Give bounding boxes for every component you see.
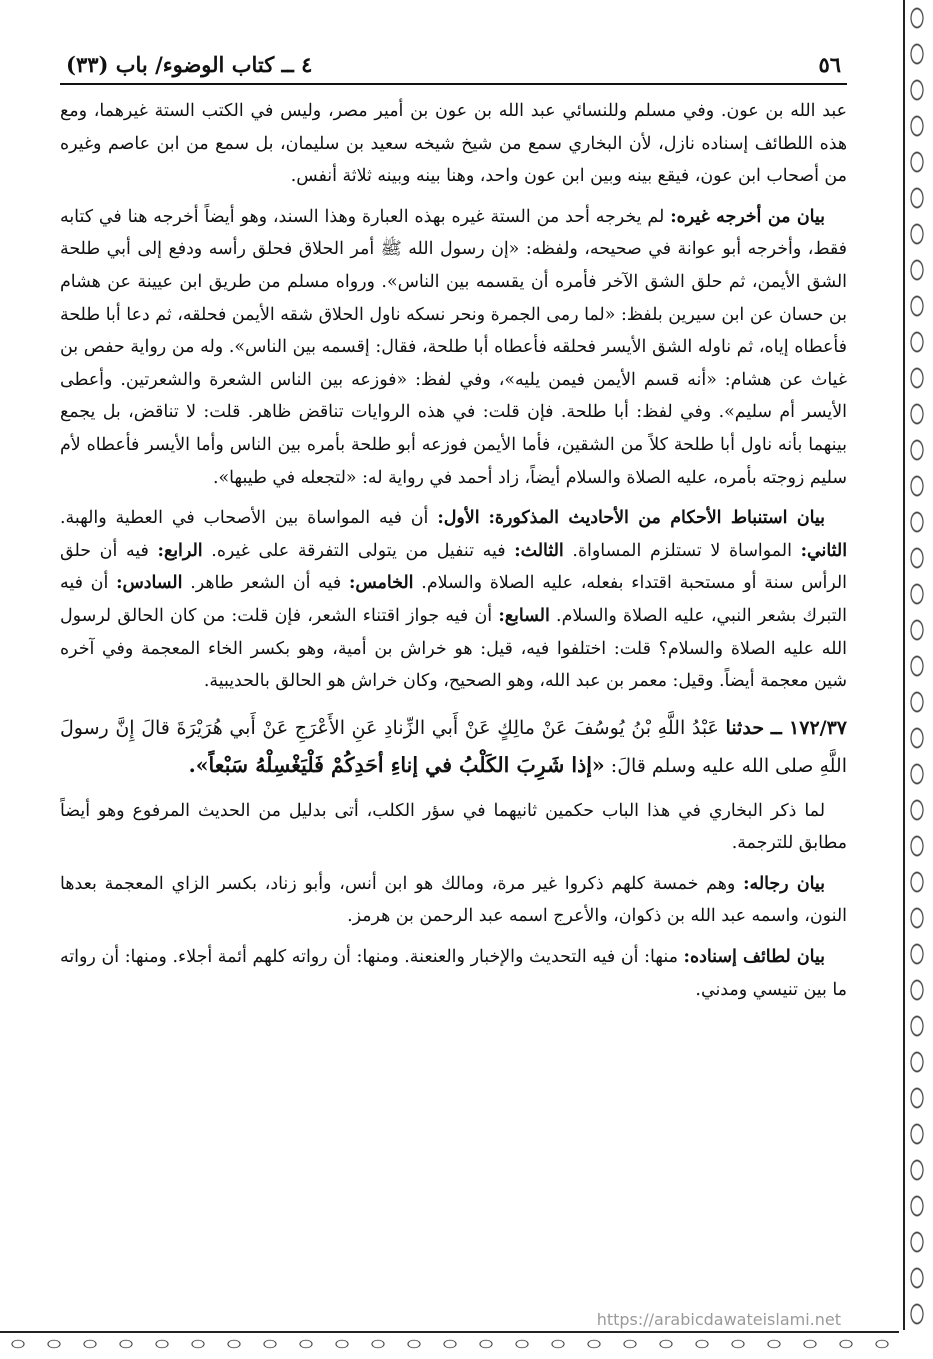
section-heading: بيان من أخرجه غيره: (670, 206, 825, 227)
paragraph-narrators (60, 868, 847, 933)
page-content (60, 52, 847, 1313)
section-heading: بيان استنباط الأحكام من الأحاديث المذكورة: (488, 508, 826, 529)
ruling-label: الثاني: (800, 540, 848, 561)
ruling-text: فيه تنفيل من يتولى التفرقة على غيره. (211, 540, 506, 561)
section-heading: بيان لطائف إسناده: (683, 947, 825, 968)
page-number: ٥٦ (818, 52, 841, 77)
ruling-label: الأول: (437, 508, 480, 529)
ruling-label: السادس: (116, 573, 183, 594)
paragraph-isnad-subtleties (60, 941, 847, 1006)
ornamental-border-bottom (0, 1331, 899, 1355)
watermark-url: https://arabicdawateislami.net (596, 1310, 841, 1329)
page-header (60, 52, 847, 85)
ruling-text: المواساة لا تستلزم المساواة. (572, 540, 792, 561)
ruling-label: الثالث: (514, 540, 564, 561)
hadith-matn: «إذا شَرِبَ الكَلْبُ في إناءِ أحَدِكُمْ فَلْيَغْسِلْهُ سَبْعاً». (188, 752, 605, 777)
running-title: ٤ ــ كتاب الوضوء/ باب (٣٣) (66, 52, 313, 77)
paragraph-isnad-notes: عبد الله بن عون. وفي مسلم وللنسائي عبد الله بن عون بن أمير مصر، وليس في الكتب الستة غيرهما، ومع هذه اللطائف إسناده نازل، لأن البخاري سمع من شيخ شيخه سعيد بن سليمان، بل سمع من ابن عاصم وغيره من أصحاب ابن عون، فيقع بينه وبين ابن عون واحد، وهنا بينه وبينه ثلاثة أنفس. (60, 101, 847, 187)
hadith-haddathana: حدثنا (725, 716, 765, 739)
section-body: منها: أن فيه التحديث والإخبار والعنعنة. ومنها: أن رواته كلهم أئمة أجلاء. ومنها: أن رواته ما بين تنيسي ومدني. (60, 947, 847, 1000)
ruling-text: فيه أن الشعر طاهر. (190, 573, 342, 594)
ruling-label: الرابع: (157, 540, 203, 561)
hadith-text (60, 710, 847, 785)
ruling-label: السابع: (498, 605, 550, 626)
paragraph-intro: لما ذكر البخاري في هذا الباب حكمين ثانيهما في سؤر الكلب، أتى بدليل من الحديث المرفوع وهو أيضاً مطابق للترجمة. (60, 800, 847, 854)
section-body: لم يخرجه أحد من الستة غيره بهذه العبارة وهذا السند، وهو أيضاً أخرجه هنا في كتابه فقط، وأخرجه أبو عوانة في صحيحه، ولفظه: «إن رسول الله ﷺ أمر الحلاق فحلق رأسه ودفع إلى أبي طلحة الشق الأيمن، ثم حلق الشق الآخر فأمره أن يقسمه بين الناس». ورواه مسلم من طريق ابن عيينة عن هشام بن حسان عن ابن سيرين بلفظ: «لما رمى الجمرة ونحر نسكه ناول الحلاق شقه الأيمن فحلقه، ثم دعا أبا طلحة فأعطاه إياه، ثم ناوله الشق الأيسر فحلقه فأعطاه أبا طلحة، فقال: إقسمه بين الناس». وله من رواية حفص بن غياث عن هشام: «أنه قسم الأيمن فيمن يليه»، وفي لفظ: «فوزعه بين الناس الشعرة والشعرتين. وأعطى الأيسر أم سليم». وفي لفظ: أبا طلحة. فإن قلت: في هذه الروايات تناقض ظاهر. قلت: لا تناقض، بل يجمع بينهما بأنه ناول أبا طلحة كلاً من الشقين، فأما الأيمن فوزعه أبو طلحة بأمره بين الناس وأما الأيسر فأعطاه لأم سليم زوجته بأمره، عليه الصلاة والسلام أيضاً، زاد أحمد في رواية له: «لتجعله في طيبها». (60, 206, 847, 488)
ruling-text: أن فيه جواز اقتناء الشعر، فإن قلت: من كان الحالق لرسول الله عليه الصلاة والسلام؟ قلت: اختلفوا فيه، قيل: هو خراش بن أمية، وهو بكسر الخاء المعجمة وفي آخره شين معجمة أيضاً. وقيل: معمر بن عبد الله، وهو الصحيح، وكان خراش هو الحالق بالحديبية. (60, 605, 847, 692)
ruling-text: أن فيه المواساة بين الأصحاب في العطية والهبة. (60, 508, 429, 529)
hadith-number: ١٧٢/٣٧ ــ (770, 716, 847, 739)
ruling-text: فيه أن حلق الرأس سنة أو مستحبة اقتداء بفعله، عليه الصلاة والسلام. (60, 540, 848, 594)
hadith-isnad: عَبْدُ اللَّهِ بْنُ يُوسُفَ عَنْ مالِكٍ عَنْ أَبي الزِّنادِ عَنِ الأَعْرَجِ عَنْ أَبي هُرَيْرَةَ قالَ إِنَّ رسولَ اللَّهِ صلى الله عليه وسلم قالَ: (60, 716, 847, 777)
paragraph-who-narrated (60, 201, 847, 494)
ornamental-border-right (903, 0, 929, 1330)
paragraph-rulings (60, 502, 847, 698)
ruling-label: الخامس: (348, 573, 414, 594)
section-body: وهم خمسة كلهم ذكروا غير مرة، ومالك هو ابن أنس، وأبو زناد، بكسر الزاي المعجمة بعدها النون، واسمه عبد الله بن ذكوان، والأعرج اسمه عبد الرحمن بن هرمز. (60, 873, 847, 927)
section-heading: بيان رجاله: (743, 873, 826, 894)
ruling-text: أن فيه التبرك بشعر النبي، عليه الصلاة والسلام. (60, 573, 848, 626)
